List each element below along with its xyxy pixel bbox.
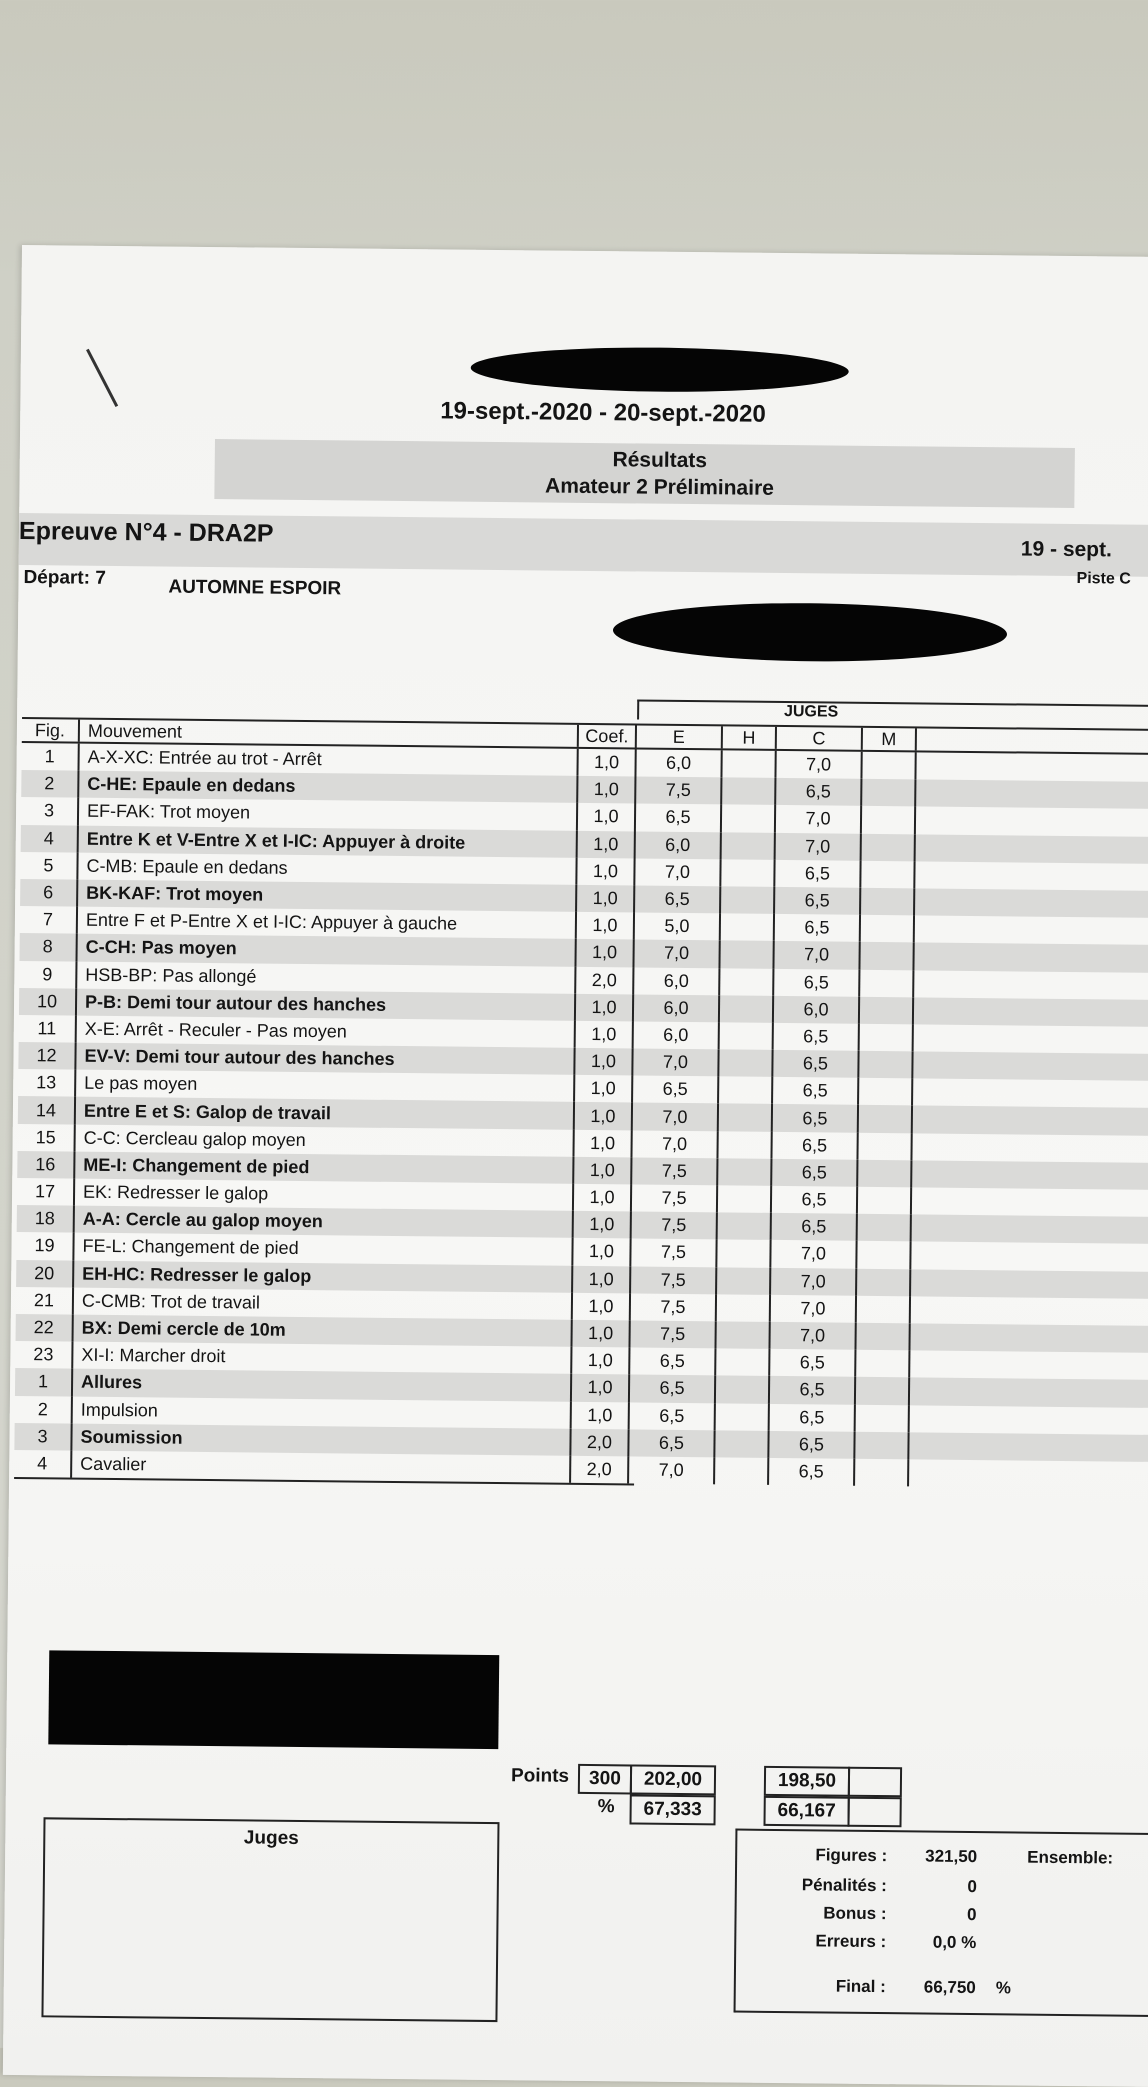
row-rest bbox=[914, 834, 1148, 864]
judge-c-score: 7,0 bbox=[774, 832, 860, 860]
movement-cell: BX: Demi cercle de 10m bbox=[74, 1315, 573, 1347]
fig-cell: 19 bbox=[16, 1232, 74, 1260]
judge-e-score: 7,5 bbox=[629, 1293, 715, 1321]
movement-cell: P-B: Demi tour autour des hanches bbox=[77, 988, 576, 1020]
final-value: 66,750 bbox=[923, 1977, 976, 1998]
coef-cell: 1,0 bbox=[593, 833, 619, 854]
judge-c-score: 6,5 bbox=[773, 860, 859, 888]
col-judge-h: H bbox=[721, 726, 775, 749]
judge-m-score bbox=[854, 1323, 908, 1351]
percent-judge-c: 66,167 bbox=[763, 1796, 849, 1827]
fig-cell: 22 bbox=[16, 1314, 74, 1342]
judge-m-score bbox=[860, 806, 914, 834]
figures-label: Figures : bbox=[815, 1845, 888, 1866]
coef-cell: 1,0 bbox=[588, 1268, 614, 1289]
judge-c-score: 7,0 bbox=[774, 751, 860, 779]
row-rest bbox=[909, 1296, 1148, 1326]
fig-cell: 8 bbox=[20, 933, 78, 961]
row-rest bbox=[907, 1459, 1148, 1489]
coef-cell: 1,0 bbox=[592, 915, 618, 936]
row-rest bbox=[912, 1024, 1148, 1054]
movement-cell: EV-V: Demi tour autour des hanches bbox=[76, 1043, 575, 1075]
judge-c-score: 6,5 bbox=[771, 1050, 857, 1078]
movement-cell: C-CMB: Trot de travail bbox=[74, 1287, 573, 1319]
movement-cell: C-MB: Epaule en dedans bbox=[78, 852, 577, 884]
judge-c-score: 6,5 bbox=[772, 1023, 858, 1051]
judge-h-score bbox=[714, 1348, 768, 1376]
movement-cell: EH-HC: Redresser le galop bbox=[74, 1260, 573, 1292]
score-sheet bbox=[3, 245, 1148, 2087]
col-fig: Fig. bbox=[22, 719, 80, 742]
judge-h-score bbox=[713, 1457, 767, 1485]
judge-c-score: 6,5 bbox=[772, 968, 858, 996]
pen-mark bbox=[86, 349, 118, 407]
coef-cell: 2,0 bbox=[586, 1431, 613, 1453]
fig-cell: 20 bbox=[16, 1260, 74, 1288]
judge-e-score: 6,0 bbox=[632, 967, 718, 995]
judge-c-score: 6,5 bbox=[770, 1132, 856, 1160]
judge-e-score: 7,0 bbox=[630, 1130, 716, 1158]
judge-h-score bbox=[716, 1185, 770, 1213]
row-rest bbox=[911, 1106, 1148, 1136]
judge-h-score bbox=[714, 1376, 768, 1404]
fig-cell: 7 bbox=[20, 906, 78, 934]
judge-m-score bbox=[854, 1404, 908, 1432]
row-rest bbox=[914, 807, 1148, 837]
judge-m-score bbox=[854, 1350, 908, 1378]
percent-label: % bbox=[597, 1796, 615, 1818]
judges-title: Juges bbox=[243, 1827, 299, 1849]
erreurs-value: 0,0 % bbox=[932, 1932, 977, 1953]
coef-cell: 1,0 bbox=[590, 1132, 616, 1153]
judge-m-score bbox=[857, 1051, 911, 1079]
movement-cell: Cavalier bbox=[72, 1450, 571, 1482]
movement-cell: HSB-BP: Pas allongé bbox=[77, 961, 576, 993]
coef-cell: 1,0 bbox=[588, 1323, 614, 1344]
judge-e-score: 6,5 bbox=[627, 1429, 713, 1457]
fig-cell: 3 bbox=[14, 1423, 72, 1451]
movement-cell: A-X-XC: Entrée au trot - Arrêt bbox=[79, 744, 578, 776]
judge-c-score: 7,0 bbox=[769, 1240, 855, 1268]
judge-m-score bbox=[860, 779, 914, 807]
fig-cell: 15 bbox=[18, 1124, 76, 1152]
row-rest bbox=[908, 1378, 1148, 1408]
row-rest bbox=[912, 970, 1148, 1000]
judge-m-score bbox=[858, 969, 912, 997]
bonus-value: 0 bbox=[967, 1904, 977, 1925]
judge-c-score: 6,5 bbox=[773, 914, 859, 942]
judge-m-score bbox=[856, 1214, 910, 1242]
coef-cell: 1,0 bbox=[590, 1105, 616, 1126]
fig-cell: 13 bbox=[18, 1069, 76, 1097]
judge-e-score: 6,5 bbox=[628, 1348, 714, 1376]
fig-cell: 23 bbox=[15, 1341, 73, 1369]
movement-cell: BK-KAF: Trot moyen bbox=[78, 880, 577, 912]
judge-h-score bbox=[718, 995, 772, 1023]
event-date: 19 - sept. bbox=[1020, 537, 1113, 562]
totals-box bbox=[734, 1829, 1148, 2018]
movement-cell: Entre K et V-Entre X et I-IC: Appuyer à droite bbox=[79, 825, 578, 857]
row-rest bbox=[912, 943, 1148, 973]
judge-c-score: 7,0 bbox=[772, 941, 858, 969]
fig-cell: 18 bbox=[17, 1205, 75, 1233]
judge-h-score bbox=[714, 1321, 768, 1349]
judge-c-score: 6,5 bbox=[767, 1431, 853, 1459]
coef-cell: 1,0 bbox=[587, 1377, 613, 1398]
judge-e-score: 6,5 bbox=[628, 1402, 714, 1430]
judge-c-score: 7,0 bbox=[769, 1295, 855, 1323]
movement-cell: A-A: Cercle au galop moyen bbox=[75, 1206, 574, 1238]
judge-e-score: 6,5 bbox=[631, 1076, 717, 1104]
judge-e-score: 7,5 bbox=[629, 1239, 715, 1267]
event-title: Epreuve N°4 - DRA2P bbox=[18, 516, 274, 548]
row-rest bbox=[912, 997, 1148, 1027]
score-table bbox=[14, 699, 1148, 1491]
fig-cell: 9 bbox=[19, 961, 77, 989]
coef-cell: 1,0 bbox=[589, 1187, 615, 1208]
judge-e-score: 7,5 bbox=[628, 1320, 714, 1348]
fig-cell: 2 bbox=[21, 770, 79, 798]
judge-h-score bbox=[716, 1158, 770, 1186]
judge-h-score bbox=[720, 805, 774, 833]
judge-m-score bbox=[859, 861, 913, 889]
judge-m-score bbox=[859, 915, 913, 943]
judges-header: JUGES bbox=[637, 699, 1148, 725]
movement-cell: Soumission bbox=[72, 1423, 571, 1455]
judge-e-score: 7,0 bbox=[631, 1103, 717, 1131]
judge-c-score: 6,0 bbox=[772, 996, 858, 1024]
coef-cell: 2,0 bbox=[591, 969, 617, 990]
bonus-label: Bonus : bbox=[823, 1903, 887, 1924]
row-rest bbox=[911, 1051, 1148, 1081]
redacted-organizer bbox=[471, 346, 849, 394]
coef-cell: 1,0 bbox=[593, 779, 619, 800]
judge-m-score bbox=[853, 1431, 907, 1459]
movement-cell: Impulsion bbox=[73, 1396, 572, 1428]
movement-cell: XI-I: Marcher droit bbox=[73, 1342, 572, 1374]
judge-m-score bbox=[855, 1296, 909, 1324]
movement-cell: Entre E et S: Galop de travail bbox=[76, 1097, 575, 1129]
judge-m-score bbox=[858, 1024, 912, 1052]
row-rest bbox=[908, 1323, 1148, 1353]
coef-cell: 1,0 bbox=[592, 942, 618, 963]
coef-cell: 1,0 bbox=[591, 996, 617, 1018]
judge-c-score: 6,5 bbox=[771, 1077, 857, 1105]
fig-cell: 5 bbox=[20, 852, 78, 880]
fig-cell: 2 bbox=[15, 1395, 73, 1423]
judge-m-score bbox=[859, 888, 913, 916]
fig-cell: 1 bbox=[15, 1368, 73, 1396]
table-body bbox=[14, 743, 1148, 1489]
judge-h-score bbox=[720, 778, 774, 806]
row-rest bbox=[908, 1405, 1148, 1435]
judge-h-score bbox=[720, 832, 774, 860]
fig-cell: 4 bbox=[21, 825, 79, 853]
coef-cell: 1,0 bbox=[588, 1241, 615, 1262]
final-unit: % bbox=[995, 1978, 1012, 1998]
row-rest bbox=[910, 1133, 1148, 1163]
judge-c-score: 6,5 bbox=[768, 1349, 854, 1377]
col-judge-c: C bbox=[775, 727, 861, 750]
judge-c-score: 7,0 bbox=[768, 1322, 854, 1350]
judge-h-score bbox=[716, 1213, 770, 1241]
judges-box bbox=[41, 1817, 499, 2022]
points-judge-m bbox=[848, 1767, 902, 1798]
judge-m-score bbox=[856, 1187, 910, 1215]
judge-c-score: 6,5 bbox=[768, 1403, 854, 1431]
judge-m-score bbox=[858, 996, 912, 1024]
judge-e-score: 6,0 bbox=[634, 831, 720, 859]
judge-m-score bbox=[856, 1160, 910, 1188]
coef-cell: 2,0 bbox=[586, 1458, 612, 1480]
coef-cell: 1,0 bbox=[592, 860, 619, 882]
col-judge-m: M bbox=[861, 728, 915, 751]
percent-judge-m bbox=[847, 1797, 901, 1828]
judge-h-score bbox=[719, 913, 773, 941]
points-judge-e: 202,00 bbox=[630, 1764, 716, 1795]
fig-cell: 16 bbox=[17, 1151, 75, 1179]
erreurs-label: Erreurs : bbox=[815, 1931, 887, 1952]
col-coef: Coef. bbox=[585, 725, 629, 746]
row-rest bbox=[913, 861, 1148, 891]
coef-cell: 1,0 bbox=[592, 888, 618, 909]
movement-cell: EK: Redresser le galop bbox=[75, 1179, 574, 1211]
fig-cell: 11 bbox=[19, 1015, 77, 1043]
judge-e-score: 7,0 bbox=[633, 858, 719, 886]
points-judge-c: 198,50 bbox=[764, 1766, 850, 1797]
movement-cell: Le pas moyen bbox=[76, 1070, 575, 1102]
movement-cell: C-C: Cercleau galop moyen bbox=[76, 1124, 575, 1156]
fig-cell: 10 bbox=[19, 988, 77, 1016]
judge-m-score bbox=[855, 1241, 909, 1269]
row-rest bbox=[907, 1432, 1148, 1462]
judge-c-score: 7,0 bbox=[769, 1267, 855, 1295]
row-rest bbox=[913, 888, 1148, 918]
movement-cell: C-CH: Pas moyen bbox=[78, 934, 577, 966]
judge-e-score: 7,5 bbox=[630, 1184, 716, 1212]
final-label: Final : bbox=[835, 1976, 886, 1997]
col-judge-e: E bbox=[635, 725, 721, 748]
row-rest bbox=[913, 915, 1148, 945]
row-rest bbox=[914, 752, 1148, 782]
fig-cell: 4 bbox=[14, 1450, 72, 1478]
judge-m-score bbox=[855, 1268, 909, 1296]
judge-m-score bbox=[853, 1459, 907, 1487]
horse-name: AUTOMNE ESPOIR bbox=[168, 576, 342, 600]
coef-cell: 1,0 bbox=[590, 1051, 617, 1072]
judge-c-score: 6,5 bbox=[770, 1213, 856, 1241]
row-rest bbox=[910, 1160, 1148, 1190]
fig-cell: 14 bbox=[18, 1096, 76, 1124]
judge-e-score: 5,0 bbox=[633, 913, 719, 941]
judge-h-score bbox=[718, 1022, 772, 1050]
judge-e-score: 6,5 bbox=[628, 1375, 714, 1403]
coef-cell: 1,0 bbox=[590, 1078, 616, 1099]
judge-c-score: 6,5 bbox=[774, 778, 860, 806]
row-rest bbox=[908, 1350, 1148, 1380]
judge-h-score bbox=[718, 968, 772, 996]
judge-e-score: 6,0 bbox=[634, 749, 720, 777]
fig-cell: 12 bbox=[18, 1042, 76, 1070]
judge-e-score: 7,0 bbox=[631, 1048, 717, 1076]
judge-e-score: 7,5 bbox=[629, 1266, 715, 1294]
penalites-value: 0 bbox=[967, 1876, 977, 1897]
judge-m-score bbox=[857, 1078, 911, 1106]
judge-c-score: 6,5 bbox=[770, 1159, 856, 1187]
fig-cell: 3 bbox=[21, 797, 79, 825]
judge-e-score: 6,5 bbox=[634, 804, 720, 832]
redacted-rider bbox=[613, 601, 1008, 663]
ensemble-label: Ensemble: bbox=[1027, 1847, 1114, 1868]
movement-cell: Entre F et P-Entre X et I-IC: Appuyer à gauche bbox=[78, 907, 577, 939]
penalites-label: Pénalités : bbox=[801, 1875, 887, 1896]
judge-h-score bbox=[714, 1403, 768, 1431]
depart-number: Départ: 7 bbox=[23, 567, 106, 589]
fig-cell: 17 bbox=[17, 1178, 75, 1206]
judge-m-score bbox=[857, 1105, 911, 1133]
judge-h-score bbox=[715, 1240, 769, 1268]
points-label: Points bbox=[510, 1765, 570, 1787]
judge-e-score: 6,5 bbox=[633, 885, 719, 913]
judge-e-score: 7,5 bbox=[630, 1212, 716, 1240]
movement-cell: C-HE: Epaule en dedans bbox=[79, 771, 578, 803]
movement-cell: FE-L: Changement de pied bbox=[74, 1233, 573, 1265]
judge-e-score: 7,5 bbox=[634, 777, 720, 805]
judge-h-score bbox=[718, 941, 772, 969]
judge-h-score bbox=[716, 1131, 770, 1159]
judge-h-score bbox=[713, 1430, 767, 1458]
piste-label: Piste C bbox=[1076, 570, 1131, 588]
coef-cell: 1,0 bbox=[589, 1214, 615, 1235]
coef-cell: 1,0 bbox=[588, 1295, 614, 1317]
title: Résultats bbox=[612, 448, 708, 473]
fig-cell: 21 bbox=[16, 1287, 74, 1315]
coef-cell: 1,0 bbox=[593, 752, 620, 773]
figures-value: 321,50 bbox=[925, 1846, 978, 1867]
judge-c-score: 7,0 bbox=[774, 805, 860, 833]
results-title bbox=[349, 443, 970, 503]
movement-cell: ME-I: Changement de pied bbox=[75, 1151, 574, 1183]
fig-cell: 1 bbox=[22, 743, 80, 771]
judge-h-score bbox=[715, 1294, 769, 1322]
row-rest bbox=[909, 1242, 1148, 1272]
competition-dates: 19-sept.-2020 - 20-sept.-2020 bbox=[440, 397, 766, 428]
points-total: 300 bbox=[578, 1764, 632, 1795]
row-rest bbox=[910, 1187, 1148, 1217]
judge-m-score bbox=[854, 1377, 908, 1405]
judge-c-score: 6,5 bbox=[767, 1458, 853, 1486]
judge-h-score bbox=[717, 1049, 771, 1077]
col-movement: Mouvement bbox=[80, 720, 579, 747]
judge-c-score: 6,5 bbox=[768, 1376, 854, 1404]
coef-cell: 1,0 bbox=[591, 1023, 617, 1045]
judge-e-score: 7,0 bbox=[627, 1456, 713, 1484]
movement-cell: EF-FAK: Trot moyen bbox=[79, 798, 578, 830]
judge-h-score bbox=[717, 1104, 771, 1132]
judge-m-score bbox=[856, 1132, 910, 1160]
judge-e-score: 7,0 bbox=[632, 940, 718, 968]
row-rest bbox=[914, 780, 1148, 810]
level-subtitle: Amateur 2 Préliminaire bbox=[544, 474, 774, 500]
redacted-judges bbox=[48, 1650, 499, 1749]
judge-e-score: 6,0 bbox=[632, 1021, 718, 1049]
row-rest bbox=[910, 1215, 1148, 1245]
coef-cell: 1,0 bbox=[593, 806, 619, 827]
row-rest bbox=[909, 1269, 1148, 1299]
judge-c-score: 6,5 bbox=[773, 887, 859, 915]
percent-judge-e: 67,333 bbox=[629, 1794, 715, 1825]
judge-m-score bbox=[858, 942, 912, 970]
judge-e-score: 6,0 bbox=[632, 994, 718, 1022]
judge-c-score: 6,5 bbox=[771, 1104, 857, 1132]
judge-h-score bbox=[717, 1077, 771, 1105]
judge-m-score bbox=[860, 752, 914, 780]
judge-h-score bbox=[719, 886, 773, 914]
coef-cell: 1,0 bbox=[587, 1350, 613, 1371]
movement-cell: Allures bbox=[73, 1369, 572, 1401]
row-rest bbox=[911, 1079, 1148, 1109]
fig-cell: 6 bbox=[20, 879, 78, 907]
judge-c-score: 6,5 bbox=[770, 1186, 856, 1214]
judge-h-score bbox=[719, 859, 773, 887]
judge-m-score bbox=[860, 833, 914, 861]
judge-h-score bbox=[715, 1267, 769, 1295]
judge-e-score: 7,5 bbox=[630, 1157, 716, 1185]
coef-cell: 1,0 bbox=[589, 1159, 615, 1181]
coef-cell: 1,0 bbox=[587, 1404, 613, 1425]
movement-cell: X-E: Arrêt - Reculer - Pas moyen bbox=[77, 1015, 576, 1047]
judge-h-score bbox=[720, 750, 774, 778]
